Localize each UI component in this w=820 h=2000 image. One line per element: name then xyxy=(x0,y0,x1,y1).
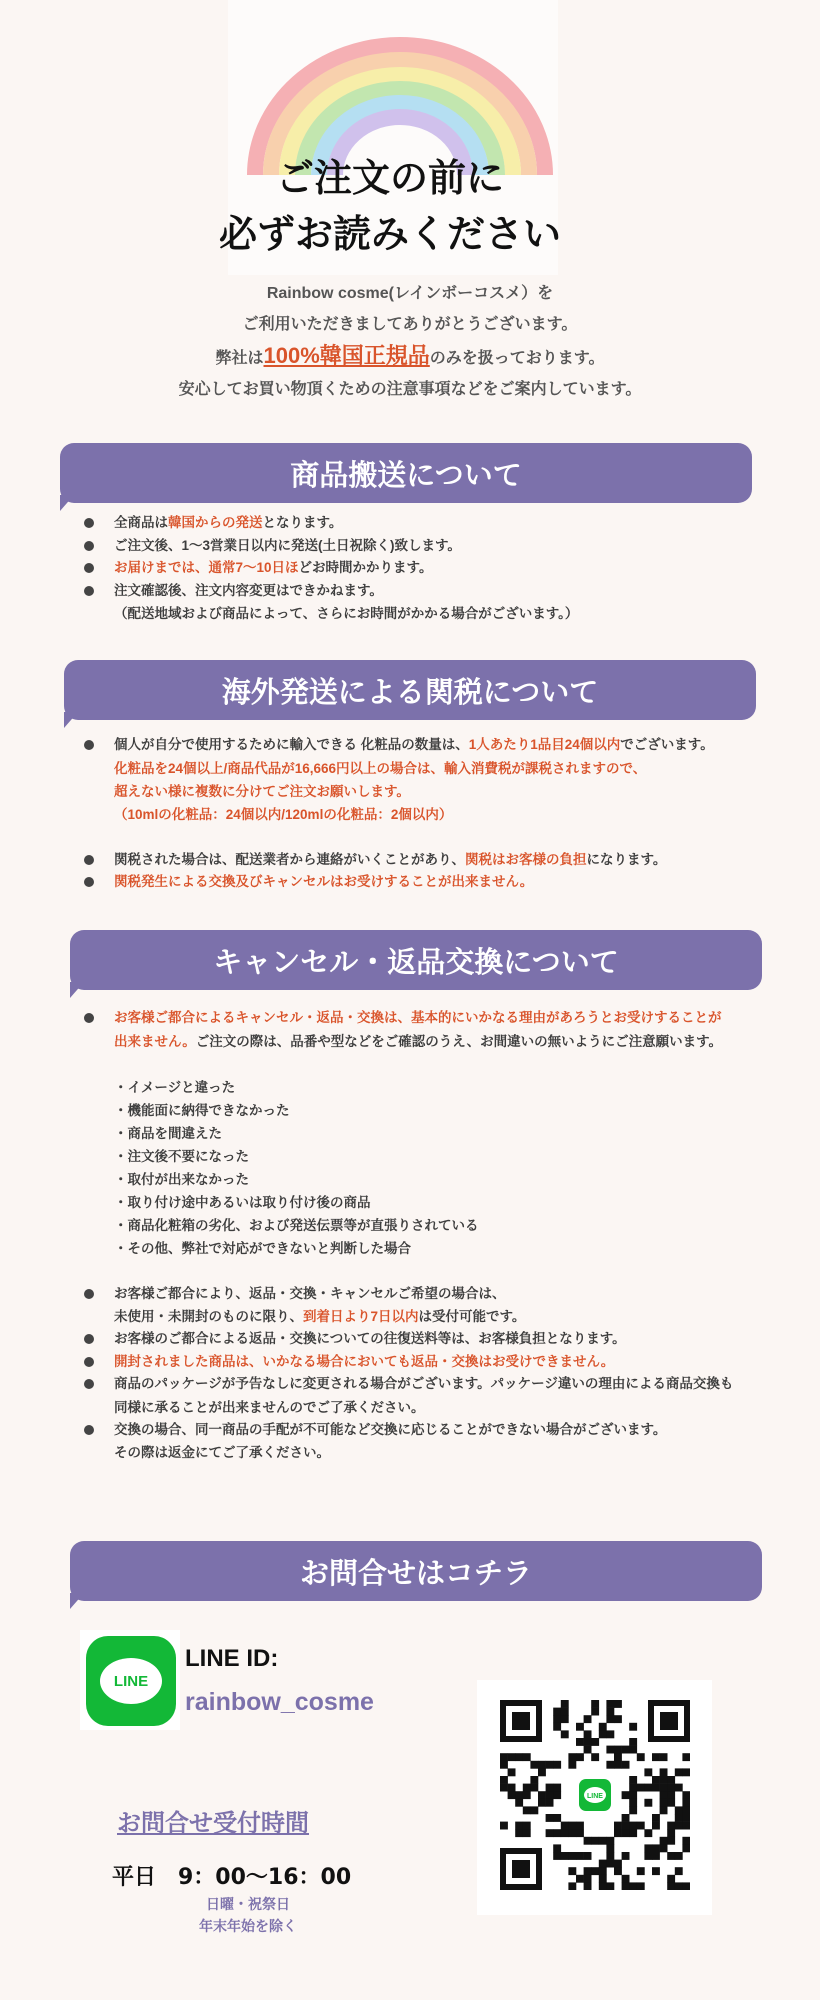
page-title xyxy=(180,150,600,262)
hours-note-line: 日曜・祝祭日 xyxy=(206,1896,290,1912)
reason-item: ・商品を間違えた xyxy=(114,1125,222,1141)
cancel-list xyxy=(84,1007,804,1464)
list-item: お客様のご都合による返品・交換についての往復送料等は、お客様負担となります。 xyxy=(84,1328,804,1351)
item-text: どお時間かかります。 xyxy=(298,560,433,575)
item-highlight: お届けまでは、通常7〜10日ほ xyxy=(114,560,299,575)
title-line-2: 必ずお読みください xyxy=(218,212,561,256)
list-item xyxy=(84,871,804,894)
shipping-heading-tail xyxy=(60,495,74,511)
hours-note-line: 年末年始を除く xyxy=(199,1918,297,1934)
item-text: 注文確認後、注文内容変更はできかねます。 xyxy=(114,582,383,598)
item-text: でございます。 xyxy=(620,737,714,752)
title-line-1: ご注文の前に xyxy=(275,156,504,200)
item-text: になります。 xyxy=(586,851,667,867)
reason-item: ・注文後不要になった xyxy=(114,1148,249,1164)
shipping-note: （配送地域および商品によって、さらにお時間がかかる場合がございます。） xyxy=(114,606,579,621)
intro-line-2: ご利用いただきましてありがとうございます。 xyxy=(242,316,578,333)
contact-heading-tail xyxy=(70,1593,84,1609)
reason-item: ・イメージと違った xyxy=(114,1079,236,1095)
item-text: となります。 xyxy=(262,515,343,530)
customs-heading: 海外発送による関税について xyxy=(64,660,756,720)
intro-line-3 xyxy=(60,340,760,374)
item-highlight: 1人あたり1品目24個以内 xyxy=(468,737,621,752)
list-item: 交換の場合、同一商品の手配が不可能など交換に応じることができない場合がございます。 xyxy=(84,1419,804,1442)
item-text: 関税された場合は、配送業者から連絡がいくことがあり、 xyxy=(114,851,465,867)
customs-warning-line: （10mlの化粧品：24個以内/120mlの化粧品：2個以内） xyxy=(114,806,453,822)
list-item xyxy=(84,557,784,580)
customs-warning-line: 化粧品を24個以上/商品代品が16,666円以上の場合は、輸入消費税が課税されますので、 xyxy=(114,760,647,776)
list-item xyxy=(84,1007,804,1030)
item-text: は受付可能です。 xyxy=(418,1309,526,1324)
list-item xyxy=(84,535,784,558)
list-item-continued xyxy=(84,1030,804,1053)
shipping-list xyxy=(84,512,784,625)
intro-line-3-pre: 弊社は xyxy=(215,350,264,367)
reason-item: ・商品化粧箱の劣化、および発送伝票等が直張りされている xyxy=(114,1217,479,1233)
item-highlight: 関税はお客様の負担 xyxy=(465,851,587,867)
reason-item: ・取付が出来なかった xyxy=(114,1171,249,1187)
list-item: 商品のパッケージが予告なしに変更される場合がございます。パッケージ違いの理由による商品交換も xyxy=(84,1373,804,1396)
list-item xyxy=(84,849,804,872)
item-highlight: お客様ご都合によるキャンセル・返品・交換は、基本的にいかなる理由があろうとお受けすることが xyxy=(114,1010,722,1025)
customs-warning-line: 超えない様に複数に分けてご注文お願いします。 xyxy=(114,783,410,799)
list-item-continued xyxy=(84,1305,804,1328)
hours-main: 平日 9：00〜16：00 xyxy=(112,1865,352,1890)
item-highlight: 韓国からの発送 xyxy=(168,515,263,530)
item-text: 全商品は xyxy=(114,515,168,530)
customs-list xyxy=(84,734,804,894)
intro-line-3-post: のみを扱っております。 xyxy=(429,350,605,367)
line-qr-code-icon[interactable] xyxy=(500,1700,690,1890)
item-highlight: 出来ません。 xyxy=(114,1033,196,1049)
item-text: ご注文の際は、品番や型などをご確認のうえ、お間違いの無いようにご注意願います。 xyxy=(195,1033,723,1049)
intro-emphasis: 100%韓国正規品 xyxy=(263,343,430,368)
hours-title: お問合せ受付時間 xyxy=(117,1809,309,1837)
item-highlight: 到着日より7日以内 xyxy=(303,1309,419,1324)
item-text: 未使用・未開封のものに限り、 xyxy=(114,1309,303,1324)
list-item-continued: 同様に承ることが出来ませんのでご了承ください。 xyxy=(114,1399,425,1415)
list-item: 開封されました商品は、いかなる場合においても返品・交換はお受けできません。 xyxy=(84,1351,804,1374)
intro-line-4: 安心してお買い物頂くための注意事項などをご案内しています。 xyxy=(178,381,642,398)
line-id-label: LINE ID: xyxy=(185,1645,279,1672)
list-item: お客様ご都合により、返品・交換・キャンセルご希望の場合は、 xyxy=(84,1283,804,1306)
hours-note xyxy=(173,1893,323,1937)
line-logo-icon[interactable] xyxy=(86,1636,176,1726)
list-item xyxy=(84,734,804,757)
line-logo-text: LINE xyxy=(100,1658,162,1704)
reason-item: ・機能面に納得できなかった xyxy=(114,1102,290,1118)
customs-heading-tail xyxy=(64,712,78,728)
reason-item: ・取り付け途中あるいは取り付け後の商品 xyxy=(114,1194,371,1210)
list-item-continued: その際は返金にてご了承ください。 xyxy=(114,1445,330,1460)
contact-heading: お問合せはコチラ xyxy=(70,1541,762,1601)
intro-text xyxy=(60,278,760,405)
qr-logo-text: LINE xyxy=(587,1793,603,1800)
reason-item: ・その他、弊社で対応ができないと判断した場合 xyxy=(114,1240,411,1256)
list-item xyxy=(84,512,784,535)
item-text: 個人が自分で使用するために輸入できる 化粧品の数量は、 xyxy=(114,737,469,752)
shipping-heading: 商品搬送について xyxy=(60,443,752,503)
cancel-heading-tail xyxy=(70,982,84,998)
item-highlight: 関税発生による交換及びキャンセルはお受けすることが出来ません。 xyxy=(114,874,534,889)
line-id-value[interactable]: rainbow_cosme xyxy=(185,1688,374,1716)
intro-line-1: Rainbow cosme(レインボーコスメ）を xyxy=(266,285,554,302)
item-text: ご注文後、1〜3営業日以内に発送(土日祝除く)致します。 xyxy=(114,537,461,553)
cancel-heading: キャンセル・返品交換について xyxy=(70,930,762,990)
list-item xyxy=(84,580,784,603)
